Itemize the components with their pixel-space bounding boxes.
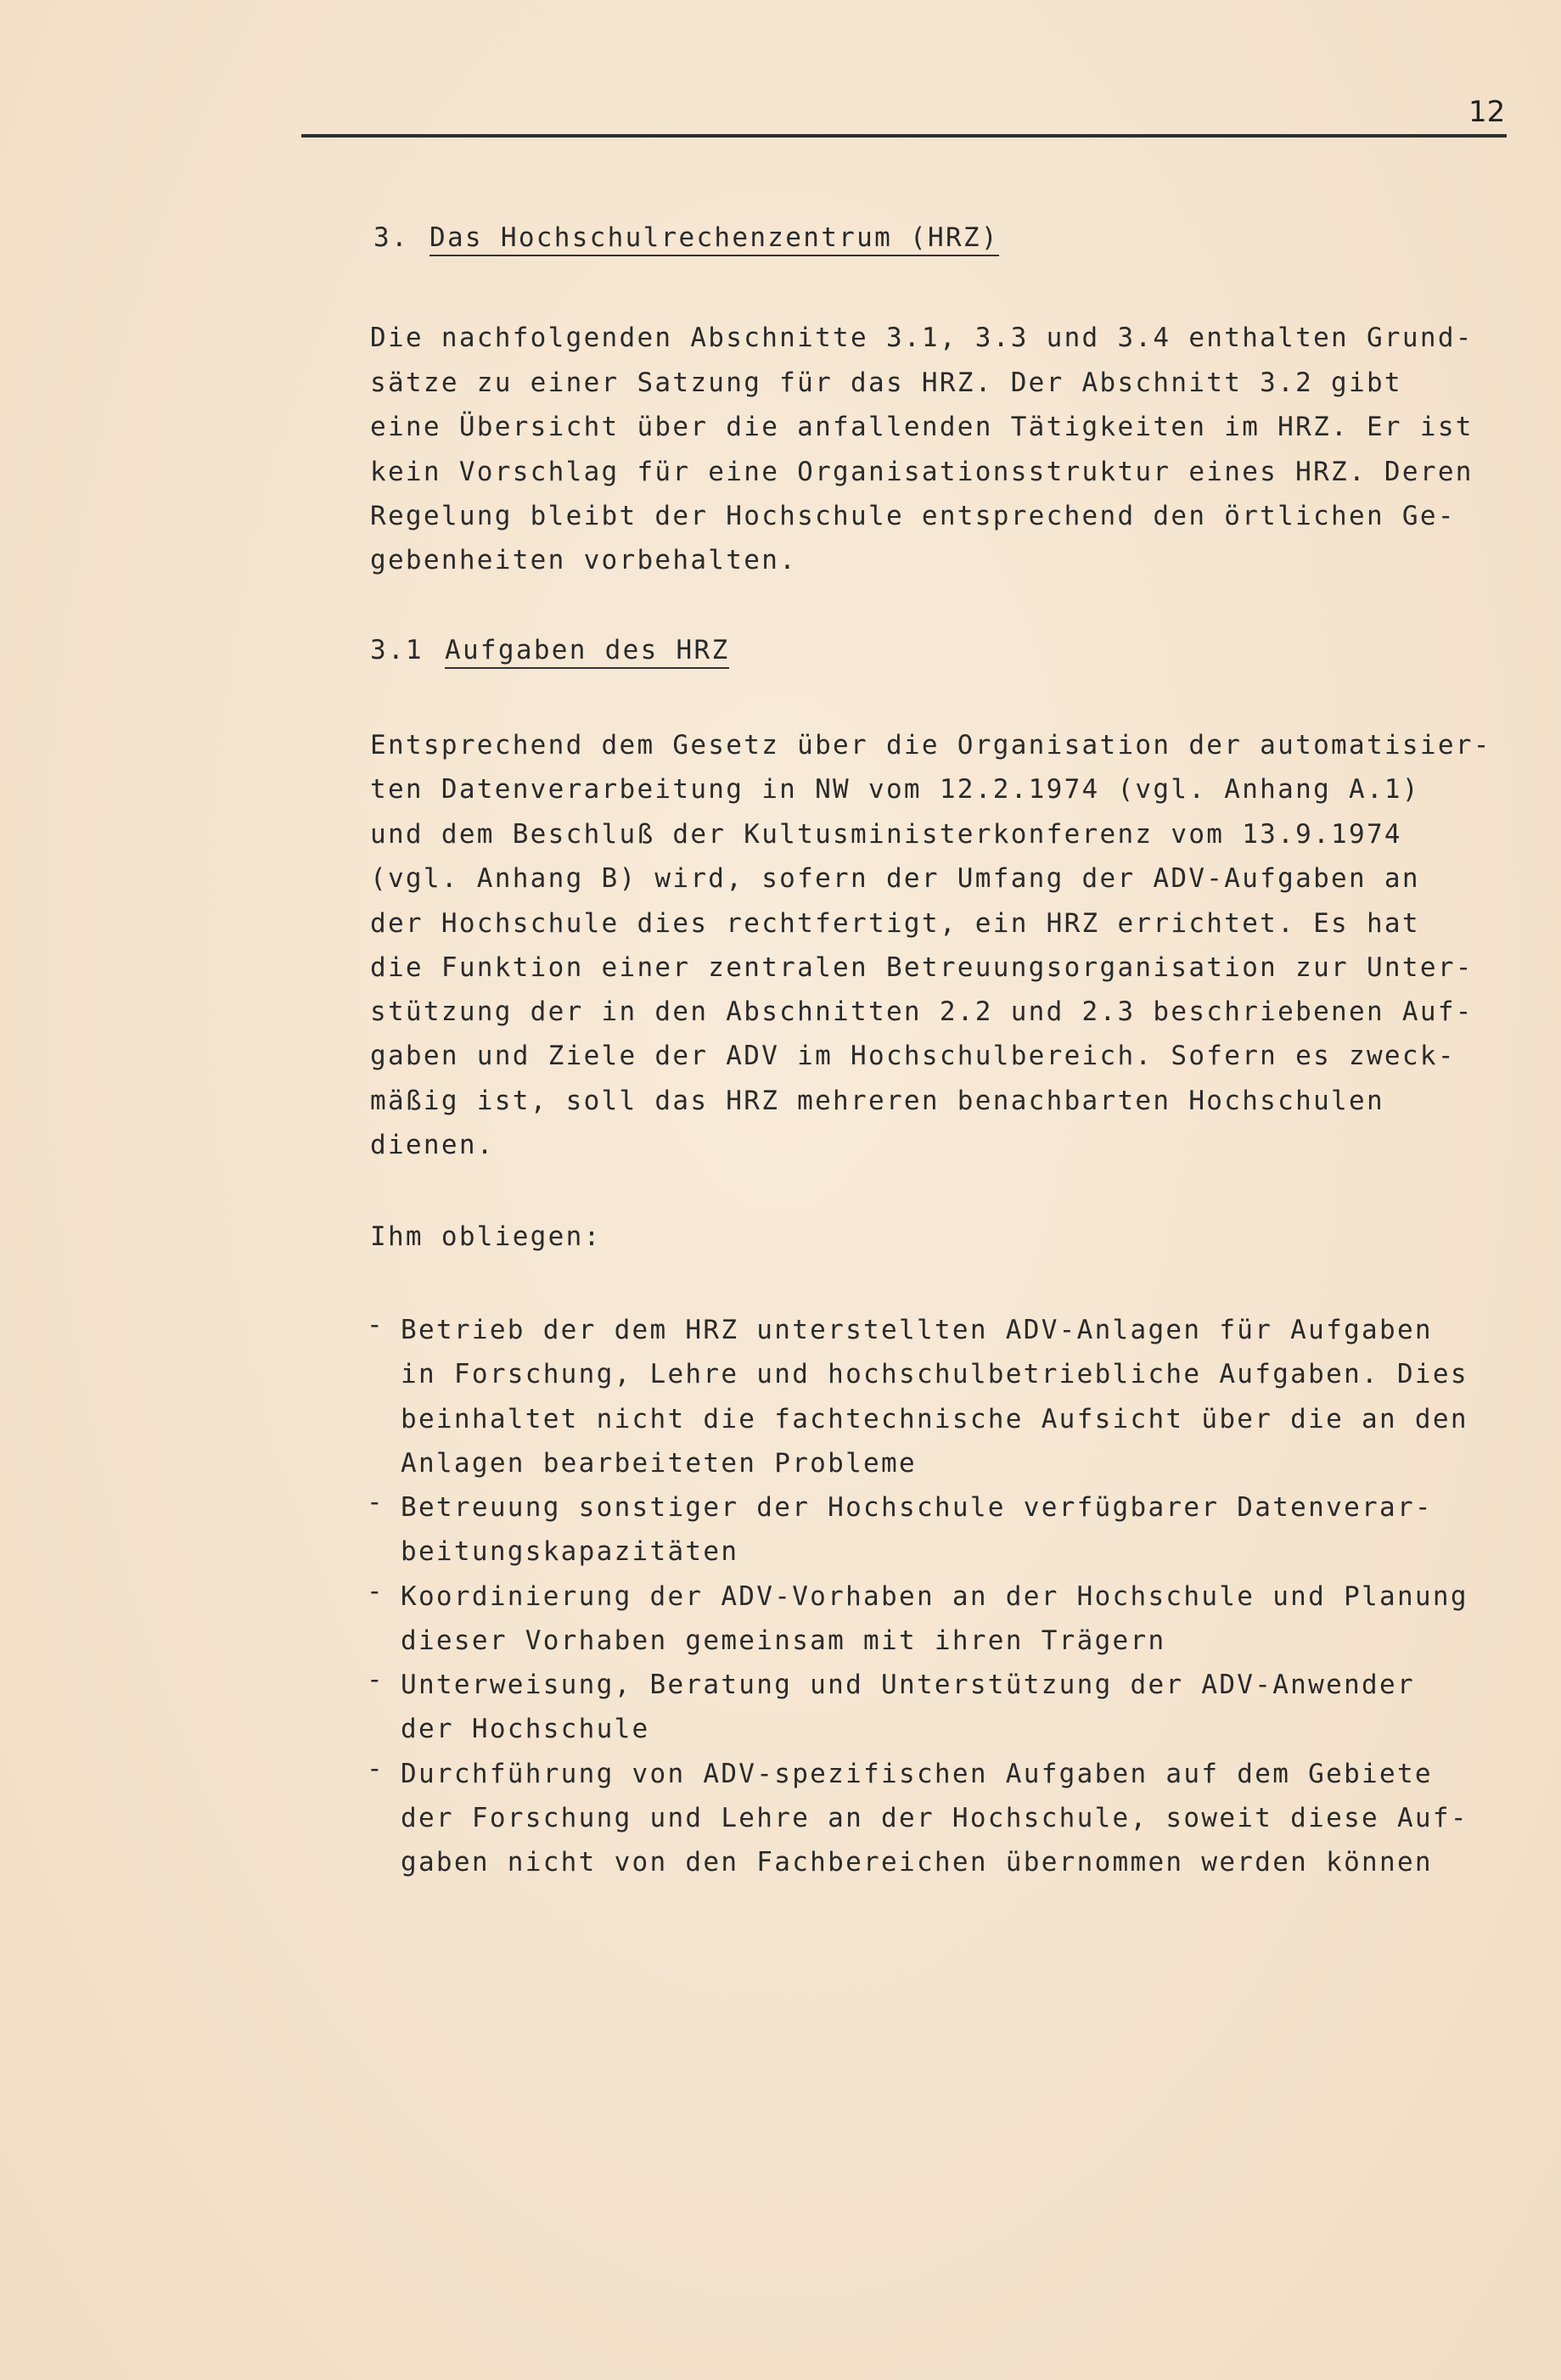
list-item-line: beinhaltet nicht die fachtechnische Aufsicht über die an den bbox=[401, 1404, 1468, 1434]
list-item-line: beitungskapazitäten bbox=[401, 1536, 739, 1567]
section-3-1-paragraph-line: ten Datenverarbeitung in NW vom 12.2.1974 (vgl. Anhang A.1) bbox=[370, 774, 1420, 805]
list-bullet: - bbox=[367, 1576, 383, 1607]
list-item-line: Durchführung von ADV-spezifischen Aufgaben auf dem Gebiete bbox=[401, 1759, 1433, 1789]
section-3-1-title: Aufgaben des HRZ bbox=[445, 635, 729, 669]
page-number: 12 bbox=[1468, 95, 1506, 129]
list-bullet: - bbox=[367, 1664, 383, 1695]
section-3-number: 3. bbox=[373, 222, 409, 253]
header-rule bbox=[301, 134, 1507, 138]
section-3-paragraph-line: gebenheiten vorbehalten. bbox=[370, 545, 798, 575]
section-3-1-paragraph-line: (vgl. Anhang B) wird, sofern der Umfang der ADV-Aufgaben an bbox=[370, 863, 1420, 894]
list-item-line: Betrieb der dem HRZ unterstellten ADV-Anlagen für Aufgaben bbox=[401, 1315, 1433, 1345]
section-3-title: Das Hochschulrechenzentrum (HRZ) bbox=[430, 222, 999, 256]
section-3-paragraph-line: kein Vorschlag für eine Organisationsstruktur eines HRZ. Deren bbox=[370, 457, 1474, 487]
section-3-1-number: 3.1 bbox=[370, 635, 424, 665]
list-item-line: Betreuung sonstiger der Hochschule verfügbarer Datenverar- bbox=[401, 1492, 1433, 1523]
section-3-paragraph-line: Die nachfolgenden Abschnitte 3.1, 3.3 und 3.4 enthalten Grund- bbox=[370, 323, 1474, 353]
list-item-line: der Hochschule bbox=[401, 1714, 650, 1744]
list-bullet: - bbox=[367, 1310, 383, 1340]
list-bullet: - bbox=[367, 1754, 383, 1784]
section-3-paragraph-line: eine Übersicht über die anfallenden Tätigkeiten im HRZ. Er ist bbox=[370, 412, 1474, 442]
list-item-line: gaben nicht von den Fachbereichen übernommen werden können bbox=[401, 1847, 1433, 1878]
section-3-1-paragraph-line: mäßig ist, soll das HRZ mehreren benachbarten Hochschulen bbox=[370, 1086, 1384, 1116]
list-item-line: Koordinierung der ADV-Vorhaben an der Hochschule und Planung bbox=[401, 1581, 1468, 1612]
list-intro: Ihm obliegen: bbox=[370, 1221, 602, 1252]
section-3-1-paragraph-line: gaben und Ziele der ADV im Hochschulbereich. Sofern es zweck- bbox=[370, 1041, 1456, 1071]
list-item-line: in Forschung, Lehre und hochschulbetriebliche Aufgaben. Dies bbox=[401, 1359, 1468, 1389]
section-3-1-paragraph-line: der Hochschule dies rechtfertigt, ein HRZ errichtet. Es hat bbox=[370, 908, 1420, 939]
list-bullet: - bbox=[367, 1487, 383, 1518]
list-item-line: Anlagen bearbeiteten Probleme bbox=[401, 1448, 917, 1479]
section-3-1-paragraph-line: dienen. bbox=[370, 1130, 495, 1160]
section-3-1-paragraph-line: Entsprechend dem Gesetz über die Organisation der automatisier- bbox=[370, 730, 1491, 761]
list-item-line: der Forschung und Lehre an der Hochschule, soweit diese Auf- bbox=[401, 1803, 1468, 1833]
list-item-line: dieser Vorhaben gemeinsam mit ihren Trägern bbox=[401, 1625, 1166, 1656]
section-3-1-paragraph-line: die Funktion einer zentralen Betreuungsorganisation zur Unter- bbox=[370, 952, 1474, 983]
section-3-1-paragraph-line: stützung der in den Abschnitten 2.2 und 2.3 beschriebenen Auf- bbox=[370, 996, 1474, 1027]
section-3-paragraph-line: sätze zu einer Satzung für das HRZ. Der Abschnitt 3.2 gibt bbox=[370, 368, 1402, 398]
section-3-1-paragraph-line: und dem Beschluß der Kultusministerkonferenz vom 13.9.1974 bbox=[370, 819, 1402, 850]
section-3-paragraph-line: Regelung bleibt der Hochschule entsprechend den örtlichen Ge- bbox=[370, 501, 1456, 531]
list-item-line: Unterweisung, Beratung und Unterstützung der ADV-Anwender bbox=[401, 1670, 1415, 1700]
